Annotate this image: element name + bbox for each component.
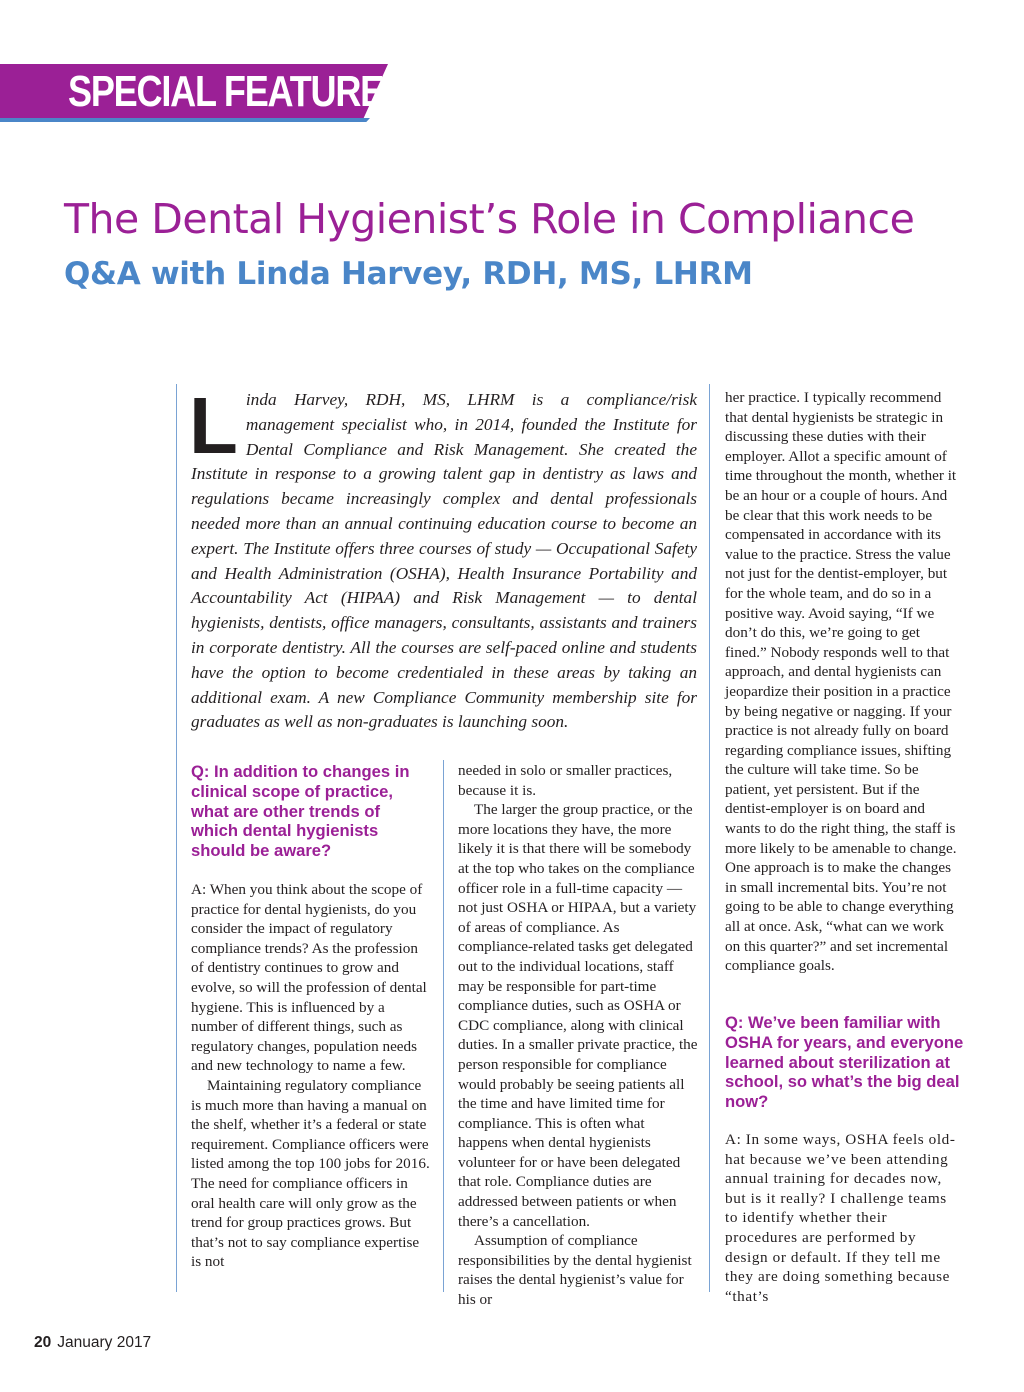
question-heading-2: Q: We’ve been familiar with OSHA for years, and everyone learned about sterilization at school, so what’s the big deal now? [725, 1013, 964, 1112]
article-column-1 [191, 880, 431, 1272]
answer-paragraph-2: A: In some ways, OSHA feels old-hat because we’ve been attending annual training for decades now, but is it really? I challenge teams to identify whether their procedures are performed by design or default. If they tell me they are doing something because “that’s [725, 1131, 956, 1305]
column-divider-left [176, 384, 177, 1292]
article-column-2 [458, 761, 698, 1310]
column-divider-middle [443, 760, 444, 1292]
intro-text: inda Harvey, RDH, MS, LHRM is a compliance/risk management specialist who, in 2014, founded the Institute for Dental Compliance and Risk Management. She created the Institute in response to a growing talent gap in dentistry as laws and regulations became increasingly complex and dental professionals needed more than an annual continuing education course to become an expert. The Institute offers three courses of study — Occupational Safety and Health Administration (OSHA), Health Insurance Portability and Accountability Act (HIPAA) and Risk Management — to dental hygienists, dentists, office managers, consultants, assistants and trainers in corporate dentistry. All the courses are self-paced online and students have the option to become credentialed in these areas by taking an additional exam. A new Compliance Community membership site for graduates as well as non-graduates is launching soon. [191, 390, 697, 732]
article-intro [189, 381, 697, 735]
section-banner-underline [0, 118, 370, 122]
drop-cap: L [189, 381, 238, 470]
article-title: The Dental Hygienist’s Role in Compliance [64, 195, 915, 243]
paragraph: The larger the group practice, or the more locations they have, the more likely it is that there will be somebody at the top who takes on the compliance officer role in a full-time capacity — not just OSHA or HIPAA, but a variety of areas of compliance. As compliance-related tasks get delegated out to the individual locations, staff may be responsible for part-time compliance duties, such as OSHA or CDC compliance, along with clinical duties. In a smaller private practice, the person responsible for compliance would probably be seeing patients all the time and have limited time for compliance. This is often what happens when dental hygienists volunteer for or have been delegated that role. Compliance duties are addressed between patients or when there’s a cancellation. [458, 801, 698, 1230]
question-heading-1: Q: In addition to changes in clinical scope of practice, what are other trends of which dental hygienists should be aware? [191, 762, 410, 861]
page-number: 20 [34, 1334, 52, 1351]
column-divider-right [709, 384, 710, 1292]
paragraph: Maintaining regulatory compliance is much more than having a manual on the shelf, whether it’s a federal or state requirement. Compliance officers were listed among the top 100 jobs for 2016. The need for compliance officers in oral health care will only grow as the trend for group practices grows. But that’s not to say compliance expertise is not [191, 1076, 430, 1271]
paragraph: Assumption of compliance responsibilities by the dental hygienist raises the dental hygienist’s value for his or [458, 1232, 692, 1309]
issue-date: January 2017 [57, 1334, 152, 1351]
paragraph: her practice. I typically recommend that dental hygienists be strategic in discussing these duties with their employer. Allot a specific amount of time throughout the month, whether it be an hour or a couple of hours. And be clear that this work needs to be compensated in accordance with its value to the practice. Stress the value not just for the dentist-employer, but for the whole team, and do so in a positive way. Avoid saying, “If we don’t do this, we’re going to get fined.” Nobody responds well to that approach, and dental hygienists can jeopardize their position in a practice by being negative or nagging. If your practice is not already fully on board regarding compliance issues, shifting the culture will take time. So be patient, yet persistent. But if the dentist-employer is on board and wants to do the right thing, the staff is more likely to be amenable to change. One approach is to make the changes in small incremental bits. You’re not going to be able to change everything all at once. Ask, “what can we work on this quarter?” and set incremental compliance goals. [725, 389, 957, 975]
page-footer [34, 1332, 151, 1354]
paragraph: needed in solo or smaller practices, because it is. [458, 762, 673, 799]
paragraph: A: When you think about the scope of practice for dental hygienists, do you consider the impact of regulatory compliance trends? As the profession of dentistry continues to grow and evolve, so will the profession of dental hygiene. This is influenced by a number of different things, such as regulatory changes, population needs and new technology to name a few. [191, 881, 427, 1075]
article-column-3 [725, 388, 961, 976]
article-subtitle: Q&A with Linda Harvey, RDH, MS, LHRM [64, 256, 753, 292]
section-banner-label: SPECIAL FEATURE [68, 67, 383, 116]
